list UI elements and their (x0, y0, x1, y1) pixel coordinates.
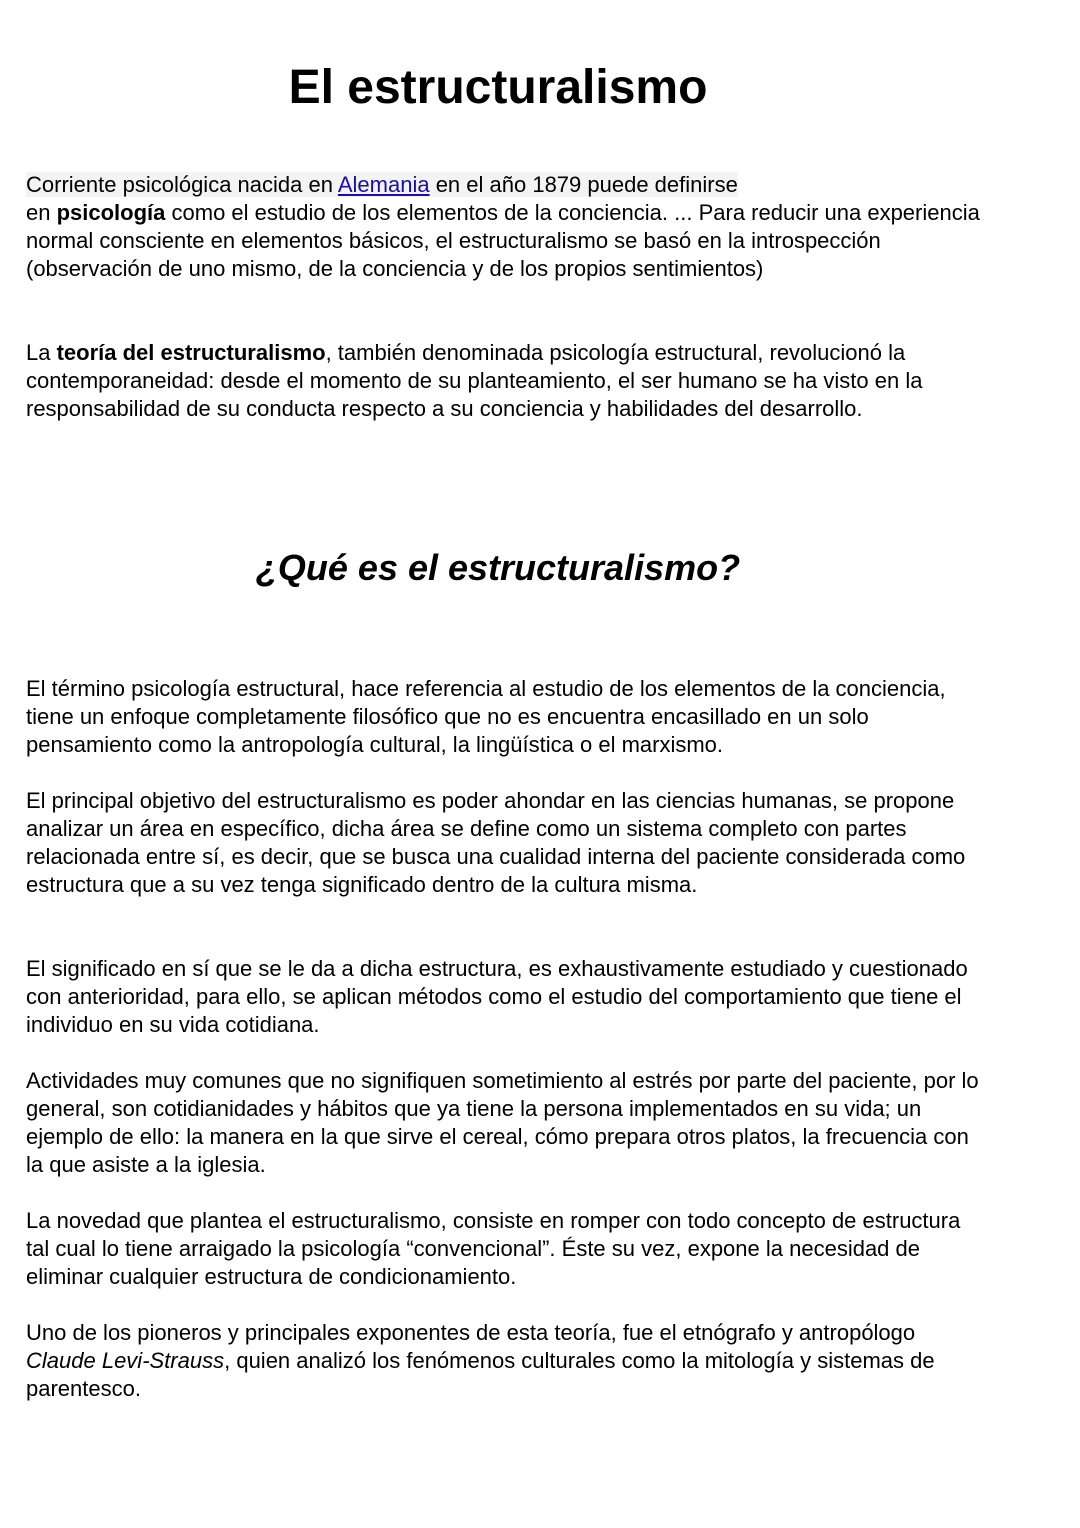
intro-paragraph-2 (26, 339, 986, 423)
body-paragraph-6 (26, 1319, 986, 1403)
body-paragraph-4: Actividades muy comunes que no signifiquen sometimiento al estrés por parte del paciente, por lo general, son cotidianidades y hábitos que ya tiene la persona implementados en su vida; un ejemplo de ello: la manera en la que sirve el cereal, cómo prepara otros platos, la frecuencia con la que asiste a la iglesia. (26, 1068, 979, 1177)
body-paragraph-1: El término psicología estructural, hace referencia al estudio de los elementos de la conciencia, tiene un enfoque completamente filosófico que no es encuentra encasillado en un solo pensamiento como la antropología cultural, la lingüística o el marxismo. (26, 676, 946, 757)
text-after-link: en el año 1879 puede definirse (429, 172, 738, 197)
p8-pre: Uno de los pioneros y principales exponentes de esta teoría, fue el etnógrafo y antropólogo (26, 1320, 916, 1345)
italic-levi-strauss: Claude Levi-Strauss (26, 1348, 225, 1373)
bold-psicologia: psicología (56, 200, 166, 225)
bold-teoria: teoría del estructuralismo (56, 340, 326, 365)
highlighted-line (26, 172, 738, 197)
body-paragraph-3: El significado en sí que se le da a dicha estructura, es exhaustivamente estudiado y cuestionado con anterioridad, para ello, se aplican métodos como el estudio del comportamiento que tiene el individuo en su vida cotidiana. (26, 956, 968, 1037)
text-before-link: Corriente psicológica nacida en (26, 172, 338, 197)
p8-rest: , quien analizó los fenómenos culturales como la mitología y sistemas de parentesco. (26, 1348, 935, 1401)
page-title: El estructuralismo (288, 61, 708, 114)
alemania-link[interactable]: Alemania (337, 172, 430, 197)
body-paragraph-5: La novedad que plantea el estructuralismo, consiste en romper con todo concepto de estructura tal cual lo tiene arraigado la psicología “convencional”. Éste su vez, expone la necesidad de eliminar cualquier estructura de condicionamiento. (26, 1208, 961, 1289)
body-paragraph-2: El principal objetivo del estructuralismo es poder ahondar en las ciencias humanas, se propone analizar un área en específico, dicha área se define como un sistema completo con partes relacionada entre sí, es decir, que se busca una cualidad interna del paciente considerada como estructura que a su vez tenga significado dentro de la cultura misma. (26, 788, 966, 897)
p2-rest: , también denominada psicología estructural, revolucionó la contemporaneidad: desde el momento de su planteamiento, el ser humano se ha visto en la responsabilidad de su conducta respecto a su conciencia y habilidades del desarrollo. (26, 340, 923, 421)
intro-paragraph-1-rest: como el estudio de los elementos de la conciencia. ... Para reducir una experiencia normal consciente en elementos básicos, el estructuralismo se basó en la introspección (observación de uno mismo, de la conciencia y de los propios sentimientos) (26, 200, 980, 281)
text-line2-pre: en (26, 200, 57, 225)
section-heading: ¿Qué es el estructuralismo? (255, 547, 741, 588)
intro-paragraph-1 (26, 171, 986, 283)
p2-pre: La (26, 340, 57, 365)
